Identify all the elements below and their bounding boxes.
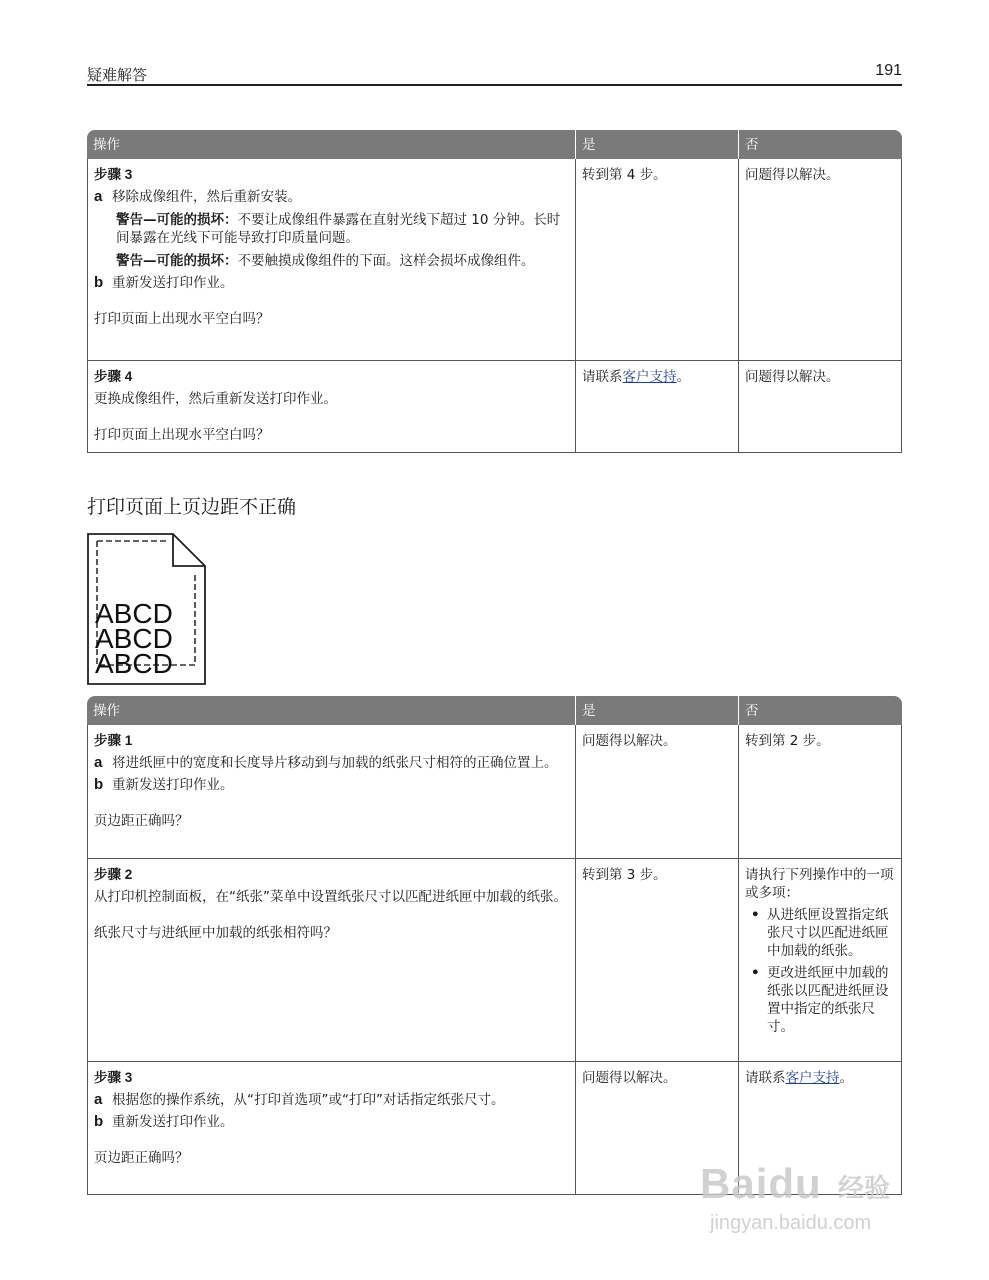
page-header: [87, 62, 902, 86]
substep-a: [94, 1091, 569, 1109]
col-action: 操作: [87, 696, 575, 725]
substep-a: [94, 188, 569, 206]
step-question: 打印页面上出现水平空白吗？: [94, 427, 270, 443]
substep-text: 将进纸匣中的宽度和长度导片移动到与加载的纸张尺寸相符的正确位置上。: [112, 755, 558, 771]
yes-cell: 转到第 4 步。: [575, 159, 738, 361]
step-question: 纸张尺寸与进纸匣中加载的纸张相符吗？: [94, 925, 337, 941]
substep-b: [94, 1113, 569, 1131]
figure-text-line: ABCD: [95, 648, 173, 679]
customer-support-link[interactable]: 客户支持: [622, 369, 677, 385]
substep-b: [94, 274, 569, 292]
step-text: 更换成像组件，然后重新发送打印作业。: [94, 391, 337, 407]
contact-prefix: 请联系: [582, 369, 623, 385]
watermark-url: jingyan.baidu.com: [710, 1212, 872, 1234]
no-cell: [738, 859, 902, 1062]
warning-text: 不要触摸成像组件的下面。这样会损坏成像组件。: [237, 253, 535, 269]
step-title: 步骤 4: [94, 369, 133, 384]
troubleshoot-table-1: [87, 130, 902, 453]
no-cell: 问题得以解决。: [738, 361, 902, 453]
list-item: • 更改进纸匣中加载的纸张以匹配进纸匣设置中指定的纸张尺寸。: [745, 964, 895, 1036]
action-cell: [87, 361, 575, 453]
contact-suffix: 。: [839, 1070, 853, 1086]
page-number: 191: [875, 62, 902, 79]
table-row: [87, 159, 902, 361]
step-title: 步骤 2: [94, 867, 133, 882]
col-yes: 是: [575, 696, 738, 725]
substep-text: 重新发送打印作业。: [112, 777, 234, 793]
warning-text: 不要让成像组件暴露在直射光线下超过 10 分钟。长时间暴露在光线下可能导致打印质量问题。: [116, 212, 561, 246]
step-title: 步骤 3: [94, 167, 133, 182]
watermark-cn-text: 经验: [838, 1174, 891, 1204]
col-no: 否: [738, 130, 902, 159]
figure-text-line: ABCD: [95, 598, 173, 629]
table-row: [87, 725, 902, 859]
customer-support-link[interactable]: 客户支持: [785, 1070, 840, 1086]
contact-suffix: 。: [676, 369, 690, 385]
no-cell: 问题得以解决。: [738, 159, 902, 361]
yes-cell: 问题得以解决。: [575, 1062, 738, 1195]
figure-text-line: ABCD: [95, 623, 173, 654]
table-row: [87, 361, 902, 453]
step-question: 页边距正确吗？: [94, 813, 189, 829]
substep-label: b: [94, 1113, 104, 1130]
warning-label: 警告—可能的损坏：: [116, 253, 238, 269]
substep-label: b: [94, 776, 104, 793]
step-title: 步骤 1: [94, 733, 133, 748]
warning-label: 警告—可能的损坏：: [116, 212, 238, 228]
step-text: 从打印机控制面板，在“纸张”菜单中设置纸张尺寸以匹配进纸匣中加载的纸张。: [94, 889, 567, 905]
substep-b: [94, 776, 569, 794]
substep-text: 重新发送打印作业。: [112, 1114, 234, 1130]
no-cell: 转到第 2 步。: [738, 725, 902, 859]
action-cell: [87, 725, 575, 859]
yes-cell: 问题得以解决。: [575, 725, 738, 859]
watermark-logo-text: Baidu: [700, 1160, 822, 1207]
list-item: • 从进纸匣设置指定纸张尺寸以匹配进纸匣中加载的纸张。: [745, 906, 895, 960]
substep-text: 重新发送打印作业。: [112, 275, 234, 291]
substep-label: b: [94, 274, 104, 291]
option-list: [745, 906, 895, 1036]
substep-label: a: [94, 754, 103, 771]
step-question: 页边距正确吗？: [94, 1150, 189, 1166]
yes-cell: [575, 361, 738, 453]
troubleshoot-table-2: [87, 696, 902, 1195]
substep-label: a: [94, 1091, 103, 1108]
action-cell: [87, 159, 575, 361]
action-cell: [87, 859, 575, 1062]
no-intro: 请执行下列操作中的一项或多项：: [745, 867, 894, 901]
contact-prefix: 请联系: [745, 1070, 786, 1086]
col-yes: 是: [575, 130, 738, 159]
section-heading: 打印页面上页边距不正确: [87, 496, 297, 518]
baidu-watermark: [700, 1140, 940, 1260]
step-title: 步骤 3: [94, 1070, 133, 1085]
header-title: 疑难解答: [87, 66, 148, 84]
action-cell: [87, 1062, 575, 1195]
substep-label: a: [94, 188, 103, 205]
warning-note: [116, 211, 569, 247]
warning-note: [116, 252, 569, 270]
incorrect-margins-illustration: [87, 533, 207, 685]
substep-a: [94, 754, 569, 772]
substep-text: 移除成像组件，然后重新安装。: [112, 189, 301, 205]
yes-cell: 转到第 3 步。: [575, 859, 738, 1062]
table-row: [87, 859, 902, 1062]
col-no: 否: [738, 696, 902, 725]
col-action: 操作: [87, 130, 575, 159]
substep-text: 根据您的操作系统，从“打印首选项”或“打印”对话指定纸张尺寸。: [112, 1092, 505, 1108]
step-question: 打印页面上出现水平空白吗？: [94, 311, 270, 327]
